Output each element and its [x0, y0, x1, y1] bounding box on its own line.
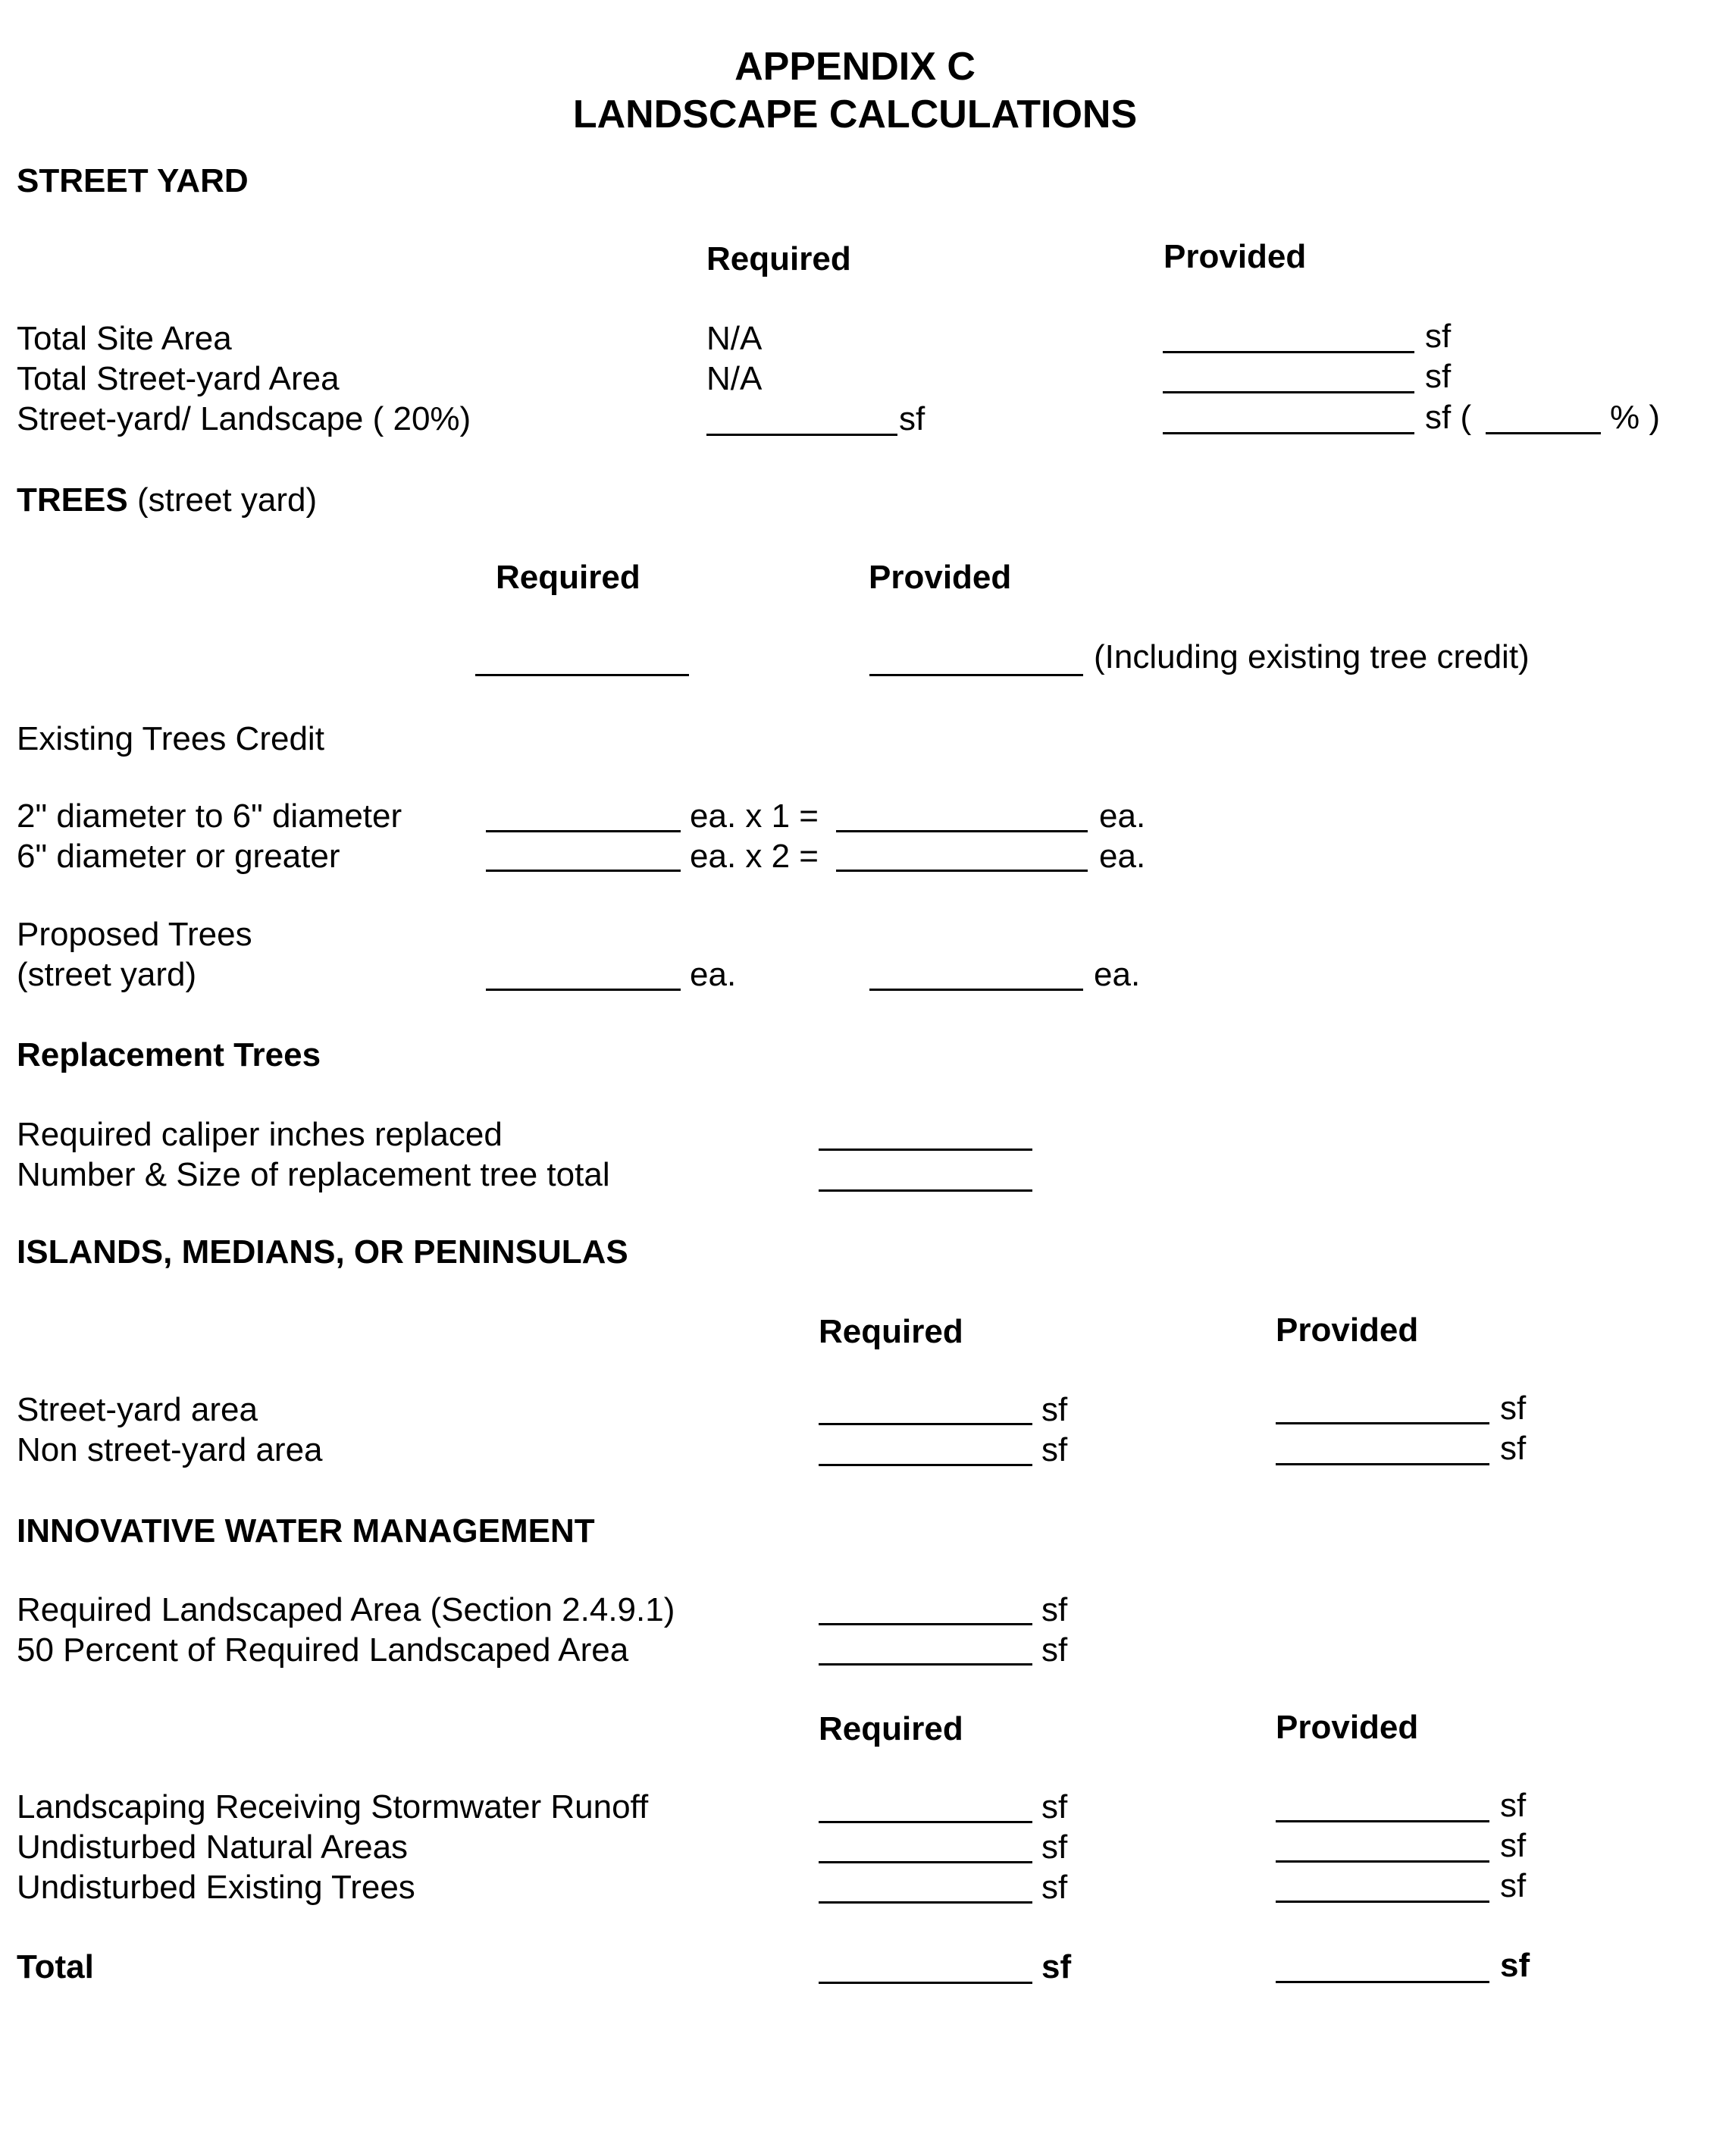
fifty-percent-area-label: 50 Percent of Required Landscaped Area	[17, 1631, 629, 1669]
credit-6-plus-result-blank[interactable]	[836, 870, 1088, 872]
islands-street-yard-required-blank[interactable]	[819, 1423, 1032, 1425]
street-yard-landscape-label: Street-yard/ Landscape ( 20%)	[17, 400, 471, 437]
natural-areas-required-unit: sf	[1041, 1829, 1068, 1866]
total-site-area-provided-blank[interactable]	[1163, 351, 1414, 353]
credit-6-plus-count-blank[interactable]	[486, 870, 681, 872]
trees-required-blank[interactable]	[475, 674, 689, 676]
page-subtitle: LANDSCAPE CALCULATIONS	[572, 92, 1138, 136]
credit-2-6-count-blank[interactable]	[486, 830, 681, 832]
street-yard-heading: STREET YARD	[17, 162, 249, 199]
total-street-yard-area-provided-unit: sf	[1425, 358, 1452, 395]
water-provided-header: Provided	[1276, 1709, 1419, 1746]
page-title: APPENDIX C	[734, 45, 976, 89]
islands-non-street-yard-required-unit: sf	[1041, 1431, 1068, 1468]
street-yard-required-header: Required	[706, 240, 851, 277]
total-label: Total	[17, 1948, 94, 1985]
fifty-percent-area-blank[interactable]	[819, 1663, 1032, 1666]
street-yard-provided-header: Provided	[1163, 238, 1307, 275]
water-required-header: Required	[819, 1710, 963, 1747]
islands-non-street-yard-provided-blank[interactable]	[1276, 1463, 1489, 1465]
proposed-trees-label: Proposed Trees	[17, 916, 252, 953]
natural-areas-provided-unit: sf	[1500, 1827, 1527, 1864]
proposed-trees-provided-unit: ea.	[1094, 956, 1141, 993]
trees-provided-blank[interactable]	[869, 674, 1083, 676]
street-yard-landscape-provided-blank[interactable]	[1163, 432, 1414, 434]
natural-areas-required-blank[interactable]	[819, 1861, 1032, 1863]
trees-required-header: Required	[496, 559, 640, 596]
total-site-area-provided-unit: sf	[1425, 318, 1452, 355]
islands-provided-header: Provided	[1276, 1311, 1419, 1349]
street-yard-landscape-percent-blank[interactable]	[1486, 432, 1601, 434]
total-required-unit: sf	[1041, 1948, 1072, 1985]
islands-street-yard-provided-unit: sf	[1500, 1390, 1527, 1427]
existing-trees-required-blank[interactable]	[819, 1901, 1032, 1904]
credit-2-6-unit: ea.	[1099, 798, 1146, 835]
existing-trees-provided-blank[interactable]	[1276, 1901, 1489, 1903]
stormwater-runoff-required-unit: sf	[1041, 1788, 1068, 1825]
existing-trees-credit-label: Existing Trees Credit	[17, 720, 324, 757]
credit-2-6-label: 2" diameter to 6" diameter	[17, 798, 402, 835]
credit-6-plus-label: 6" diameter or greater	[17, 838, 340, 875]
street-yard-landscape-required-blank[interactable]	[706, 434, 897, 436]
total-site-area-label: Total Site Area	[17, 320, 232, 357]
street-yard-landscape-provided-unit: sf (	[1425, 399, 1472, 436]
trees-provided-header: Provided	[869, 559, 1012, 596]
total-site-area-required: N/A	[706, 320, 763, 357]
stormwater-runoff-label: Landscaping Receiving Stormwater Runoff	[17, 1788, 649, 1825]
stormwater-runoff-provided-unit: sf	[1500, 1787, 1527, 1824]
street-yard-landscape-required-unit: sf	[899, 400, 925, 437]
existing-trees-provided-unit: sf	[1500, 1867, 1527, 1904]
proposed-trees-required-blank[interactable]	[486, 989, 681, 991]
total-provided-unit: sf	[1500, 1947, 1530, 1984]
islands-non-street-yard-label: Non street-yard area	[17, 1431, 323, 1468]
natural-areas-label: Undisturbed Natural Areas	[17, 1829, 409, 1866]
islands-non-street-yard-required-blank[interactable]	[819, 1464, 1032, 1466]
proposed-trees-required-unit: ea.	[690, 956, 737, 993]
total-provided-blank[interactable]	[1276, 1981, 1489, 1983]
credit-6-plus-multiplier: ea. x 2 =	[690, 838, 819, 875]
street-yard-landscape-percent-unit: % )	[1610, 399, 1660, 436]
required-landscaped-area-unit: sf	[1041, 1591, 1068, 1628]
stormwater-runoff-required-blank[interactable]	[819, 1821, 1032, 1823]
islands-non-street-yard-provided-unit: sf	[1500, 1430, 1527, 1467]
total-street-yard-area-provided-blank[interactable]	[1163, 391, 1414, 393]
credit-2-6-multiplier: ea. x 1 =	[690, 798, 819, 835]
natural-areas-provided-blank[interactable]	[1276, 1860, 1489, 1863]
existing-trees-required-unit: sf	[1041, 1869, 1068, 1906]
total-street-yard-area-label: Total Street-yard Area	[17, 360, 340, 397]
islands-street-yard-label: Street-yard area	[17, 1391, 258, 1428]
islands-street-yard-provided-blank[interactable]	[1276, 1422, 1489, 1424]
fifty-percent-area-unit: sf	[1041, 1631, 1068, 1669]
replacement-total-blank[interactable]	[819, 1189, 1032, 1192]
total-required-blank[interactable]	[819, 1982, 1032, 1984]
islands-street-yard-required-unit: sf	[1041, 1391, 1068, 1428]
required-landscaped-area-blank[interactable]	[819, 1623, 1032, 1625]
credit-6-plus-unit: ea.	[1099, 838, 1146, 875]
water-heading: INNOVATIVE WATER MANAGEMENT	[17, 1512, 595, 1550]
replacement-trees-heading: Replacement Trees	[17, 1036, 321, 1073]
existing-trees-label: Undisturbed Existing Trees	[17, 1869, 415, 1906]
islands-heading: ISLANDS, MEDIANS, OR PENINSULAS	[17, 1233, 628, 1271]
stormwater-runoff-provided-blank[interactable]	[1276, 1820, 1489, 1822]
islands-required-header: Required	[819, 1313, 963, 1350]
trees-heading-rest: (street yard)	[136, 481, 318, 519]
required-landscaped-area-label: Required Landscaped Area (Section 2.4.9.1)	[17, 1591, 675, 1628]
total-street-yard-area-required: N/A	[706, 360, 763, 397]
credit-2-6-result-blank[interactable]	[836, 830, 1088, 832]
trees-heading-bold: TREES	[17, 481, 128, 519]
replacement-total-label: Number & Size of replacement tree total	[17, 1156, 610, 1193]
proposed-trees-provided-blank[interactable]	[869, 989, 1083, 991]
proposed-trees-sublabel: (street yard)	[17, 956, 197, 993]
caliper-inches-label: Required caliper inches replaced	[17, 1116, 503, 1153]
trees-provided-note: (Including existing tree credit)	[1094, 638, 1530, 675]
caliper-inches-blank[interactable]	[819, 1149, 1032, 1151]
trees-heading	[17, 481, 318, 519]
